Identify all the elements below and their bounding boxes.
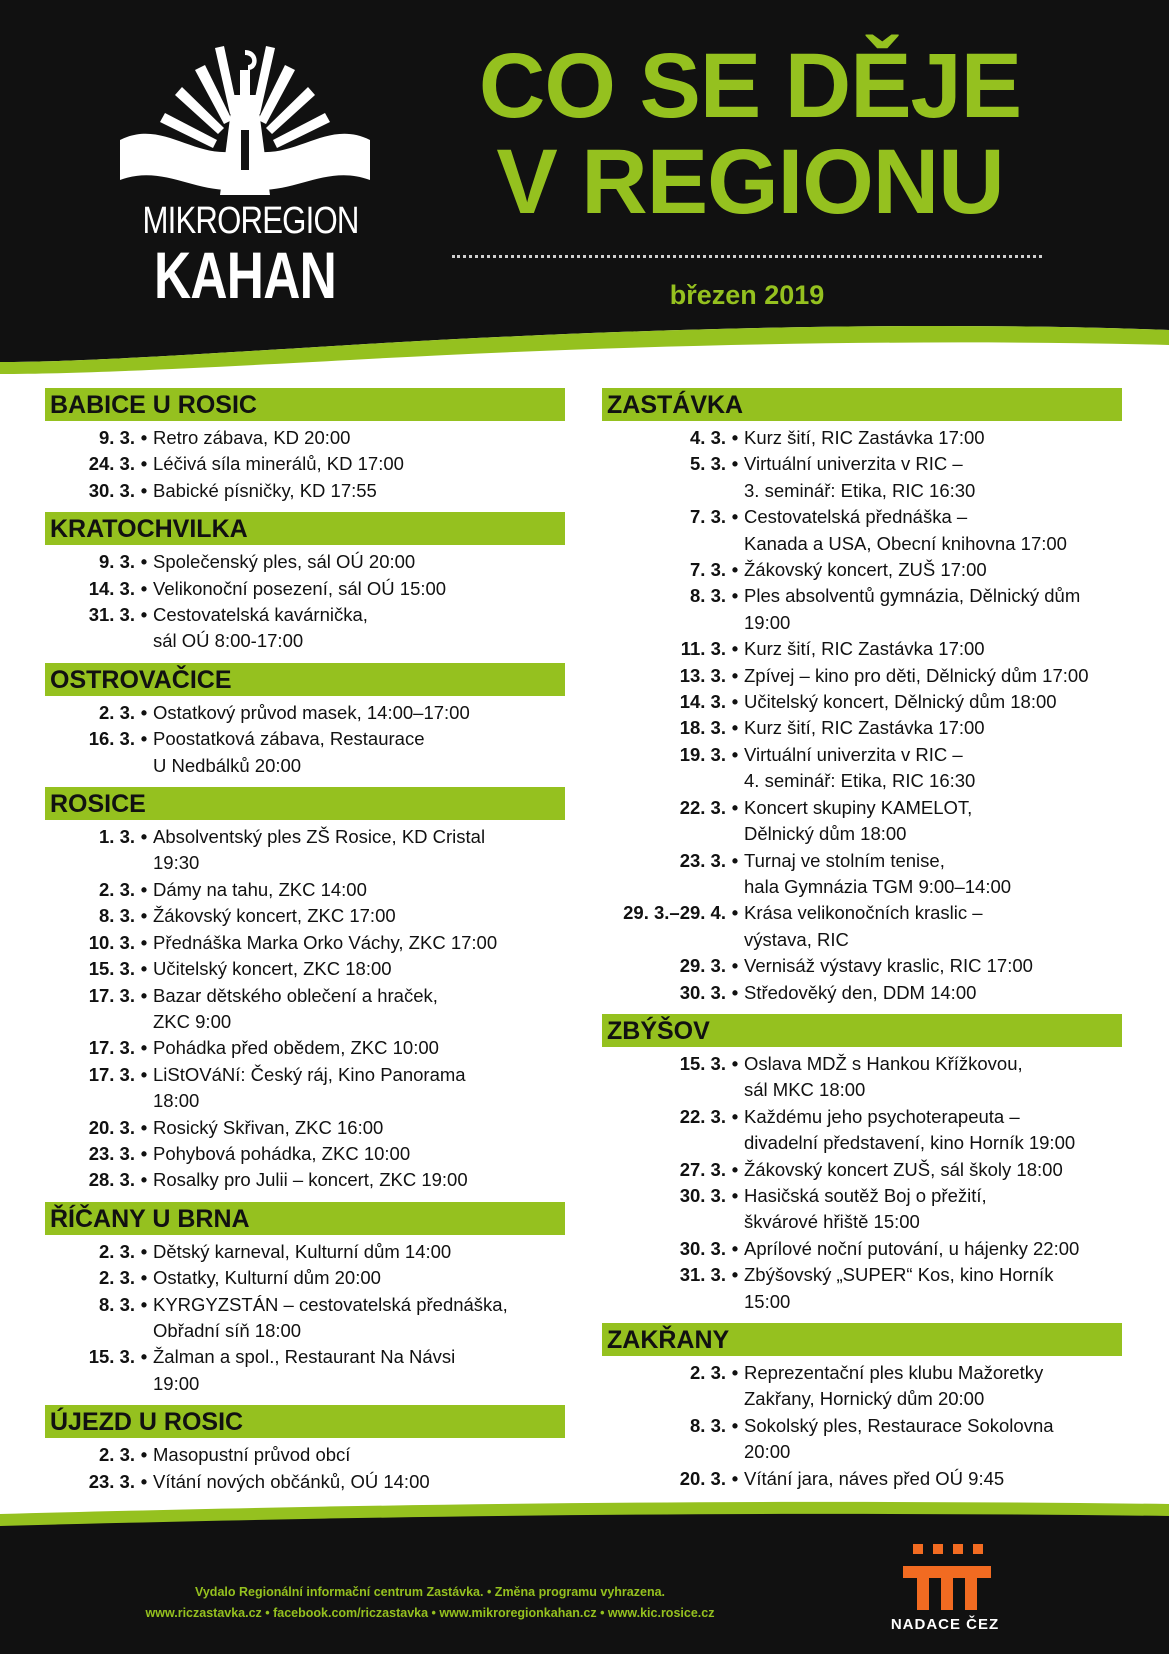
logo-text-kahan: KAHAN — [153, 238, 336, 312]
event-text: Vernisáž výstavy kraslic, RIC 17:00 — [744, 955, 1033, 977]
event-text: Žákovský koncert, ZKC 17:00 — [153, 905, 396, 927]
event-item — [45, 1062, 565, 1115]
bullet: • — [140, 1240, 148, 1262]
event-text: Krása velikonočních kraslic – výstava, RIC — [744, 902, 983, 950]
event-item — [602, 715, 1122, 741]
event-text: Učitelský koncert, ZKC 18:00 — [153, 958, 392, 980]
bullet: • — [140, 826, 148, 848]
bullet: • — [731, 1362, 739, 1383]
event-date: 17. 3. — [88, 984, 135, 1006]
event-date: 30. 3. — [679, 1184, 726, 1206]
event-text: Žákovský koncert, ZUŠ 17:00 — [744, 559, 987, 581]
bullet: • — [731, 506, 739, 528]
event-date: 14. 3. — [88, 577, 135, 599]
bullet: • — [140, 1169, 148, 1191]
event-item — [45, 1265, 565, 1291]
event-text: Žákovský koncert ZUŠ, sál školy 18:00 — [744, 1158, 1063, 1180]
event-text: Poostatková zábava, Restaurace U Nedbálků 20:00 — [153, 728, 425, 776]
event-date: 29. 3.–29. 4. — [623, 902, 726, 924]
nadace-cez-logo — [875, 1538, 1015, 1638]
event-text: Aprílové noční putování, u hájenky 22:00 — [744, 1237, 1080, 1259]
event-item — [45, 877, 565, 903]
section-heading: ZAKŘANY — [602, 1323, 1122, 1356]
bullet: • — [140, 701, 148, 723]
event-item — [45, 956, 565, 982]
event-text: Rosický Skřivan, ZKC 16:00 — [153, 1116, 384, 1138]
event-date: 15. 3. — [679, 1052, 726, 1074]
section-heading: ŘÍČANY U BRNA — [45, 1202, 565, 1235]
bullet: • — [140, 1267, 148, 1289]
event-date: 23. 3. — [679, 849, 726, 871]
bullet: • — [140, 905, 148, 927]
event-item — [45, 1239, 565, 1265]
bullet: • — [140, 427, 148, 448]
event-date: 22. 3. — [679, 1105, 726, 1127]
event-text: Společenský ples, sál OÚ 20:00 — [153, 551, 416, 573]
section-ostrovacice — [45, 663, 565, 779]
event-item — [602, 504, 1122, 557]
right-column — [602, 388, 1122, 1500]
event-date: 20. 3. — [679, 1467, 726, 1489]
event-text: Pohádka před obědem, ZKC 10:00 — [153, 1037, 439, 1059]
event-date: 8. 3. — [690, 585, 726, 607]
event-item — [45, 824, 565, 877]
event-text: Vítání nových občánků, OÚ 14:00 — [153, 1470, 430, 1492]
event-text: Cestovatelská kavárnička, sál OÚ 8:00-17:00 — [153, 604, 368, 652]
bullet: • — [140, 1444, 148, 1466]
event-item — [602, 583, 1122, 636]
bullet: • — [140, 958, 148, 980]
event-date: 19. 3. — [679, 743, 726, 765]
event-text: KYRGYZSTÁN – cestovatelská přednáška, Obřadní síň 18:00 — [153, 1293, 508, 1341]
footer-links-line: www.riczastavka.cz • facebook.com/riczastavka • www.mikroregionkahan.cz • www.kic.rosice.cz — [145, 1606, 715, 1620]
event-item — [45, 1035, 565, 1061]
title-line-1: CO SE DĚJE — [478, 35, 1022, 137]
event-item — [45, 930, 565, 956]
event-date: 17. 3. — [88, 1037, 135, 1059]
event-text: Bazar dětského oblečení a hraček, ZKC 9:00 — [153, 984, 438, 1032]
bullet: • — [140, 1293, 148, 1315]
event-text: Retro zábava, KD 20:00 — [153, 427, 351, 448]
sponsor-name: NADACE ČEZ — [890, 1616, 1000, 1633]
section-heading: ZASTÁVKA — [602, 388, 1122, 421]
dotted-divider — [452, 255, 1042, 258]
event-item — [602, 689, 1122, 715]
event-date: 30. 3. — [679, 1237, 726, 1259]
section-zakrany — [602, 1323, 1122, 1492]
event-item — [602, 451, 1122, 504]
event-item — [602, 848, 1122, 901]
event-text: Léčivá síla minerálů, KD 17:00 — [153, 453, 404, 475]
event-date: 13. 3. — [679, 664, 726, 686]
event-date: 18. 3. — [679, 717, 726, 739]
event-item — [602, 425, 1122, 451]
bullet: • — [731, 1184, 739, 1206]
event-date: 31. 3. — [88, 604, 135, 626]
event-date: 11. 3. — [680, 638, 726, 660]
bullet: • — [140, 479, 148, 501]
event-date: 2. 3. — [99, 1240, 135, 1262]
bullet: • — [140, 453, 148, 475]
event-text: Kurz šití, RIC Zastávka 17:00 — [744, 427, 985, 448]
bullet: • — [140, 984, 148, 1006]
event-text: LiStOVáNí: Český ráj, Kino Panorama 18:00 — [153, 1063, 466, 1112]
event-date: 22. 3. — [679, 796, 726, 818]
event-item — [45, 903, 565, 929]
header — [0, 0, 1169, 390]
bullet: • — [731, 638, 739, 660]
section-babice-u-rosic — [45, 388, 565, 504]
event-date: 8. 3. — [99, 905, 135, 927]
bullet: • — [731, 717, 739, 739]
bullet: • — [140, 604, 148, 626]
event-date: 15. 3. — [88, 1346, 135, 1368]
event-text: Každému jeho psychoterapeuta – divadelní představení, kino Horník 19:00 — [744, 1105, 1076, 1154]
event-text: Kurz šití, RIC Zastávka 17:00 — [744, 638, 985, 660]
event-text: Velikonoční posezení, sál OÚ 15:00 — [153, 577, 447, 599]
event-text: Dětský karneval, Kulturní dům 14:00 — [153, 1240, 452, 1262]
event-item — [602, 900, 1122, 953]
event-item — [602, 1413, 1122, 1466]
section-ricany-u-brna — [45, 1202, 565, 1397]
event-text: Rosalky pro Julii – koncert, ZKC 19:00 — [153, 1169, 468, 1191]
bullet: • — [731, 559, 739, 581]
logo-text-mikroregion: MIKROREGION — [142, 200, 359, 242]
bullet: • — [140, 1063, 148, 1085]
bullet: • — [140, 878, 148, 900]
event-date: 31. 3. — [679, 1264, 726, 1286]
bullet: • — [731, 453, 739, 475]
bullet: • — [731, 743, 739, 765]
left-column — [45, 388, 565, 1503]
event-item — [602, 1466, 1122, 1492]
event-date: 27. 3. — [679, 1158, 726, 1180]
event-text: Ples absolventů gymnázia, Dělnický dům 19:00 — [744, 585, 1081, 633]
event-date: 10. 3. — [88, 931, 135, 953]
event-item — [45, 1442, 565, 1468]
event-date: 7. 3. — [690, 506, 726, 528]
event-item — [45, 1141, 565, 1167]
bullet: • — [140, 931, 148, 953]
event-date: 23. 3. — [88, 1470, 135, 1492]
event-date: 30. 3. — [679, 981, 726, 1003]
event-item — [45, 451, 565, 477]
footer-credits — [60, 1582, 800, 1624]
event-text: Absolventský ples ZŠ Rosice, KD Cristal 19:30 — [153, 826, 486, 874]
title-line-2: V REGIONU — [496, 131, 1004, 233]
event-text: Ostatky, Kulturní dům 20:00 — [153, 1267, 381, 1289]
event-date: 9. 3. — [99, 551, 135, 573]
event-text: Dámy na tahu, ZKC 14:00 — [153, 878, 367, 900]
event-item — [602, 795, 1122, 848]
event-text: Reprezentační ples klubu Mažoretky Zakřany, Hornický dům 20:00 — [744, 1362, 1044, 1410]
event-item — [602, 953, 1122, 979]
bullet: • — [731, 955, 739, 977]
bullet: • — [731, 691, 739, 713]
event-date: 8. 3. — [690, 1414, 726, 1436]
bullet: • — [731, 902, 739, 924]
event-item — [602, 1236, 1122, 1262]
event-date: 2. 3. — [690, 1362, 726, 1383]
event-item — [602, 1183, 1122, 1236]
event-date: 2. 3. — [99, 701, 135, 723]
section-heading: ÚJEZD U ROSIC — [45, 1405, 565, 1438]
event-date: 4. 3. — [690, 427, 726, 448]
bullet: • — [731, 1158, 739, 1180]
bullet: • — [731, 796, 739, 818]
event-text: Učitelský koncert, Dělnický dům 18:00 — [744, 691, 1057, 713]
event-text: Sokolský ples, Restaurace Sokolovna 20:00 — [744, 1414, 1054, 1463]
event-item — [602, 557, 1122, 583]
event-date: 2. 3. — [99, 878, 135, 900]
bullet: • — [731, 1105, 739, 1127]
page-title — [420, 35, 1080, 233]
event-text: Virtuální univerzita v RIC – 3. seminář: Etika, RIC 16:30 — [744, 453, 976, 501]
event-item — [602, 1262, 1122, 1315]
event-text: Přednáška Marka Orko Váchy, ZKC 17:00 — [153, 931, 498, 953]
event-date: 9. 3. — [99, 427, 135, 448]
event-date: 20. 3. — [88, 1116, 135, 1138]
event-text: Vítání jara, náves před OÚ 9:45 — [744, 1467, 1005, 1489]
event-date: 17. 3. — [88, 1063, 135, 1085]
bullet: • — [140, 1116, 148, 1138]
section-heading: ROSICE — [45, 787, 565, 820]
event-item — [602, 663, 1122, 689]
section-ujezd-u-rosic — [45, 1405, 565, 1495]
footer-publisher-line: Vydalo Regionální informační centrum Zastávka. • Změna programu vyhrazena. — [194, 1585, 665, 1599]
section-heading: BABICE U ROSIC — [45, 388, 565, 421]
event-item — [45, 478, 565, 504]
event-text: Žalman a spol., Restaurant Na Návsi 19:00 — [153, 1346, 456, 1394]
bullet: • — [731, 1414, 739, 1436]
bullet: • — [140, 577, 148, 599]
bullet: • — [140, 1470, 148, 1492]
bullet: • — [731, 585, 739, 607]
event-item — [45, 1167, 565, 1193]
section-heading: KRATOCHVILKA — [45, 512, 565, 545]
event-date: 23. 3. — [88, 1142, 135, 1164]
event-item — [45, 700, 565, 726]
event-text: Zpívej – kino pro děti, Dělnický dům 17:00 — [744, 664, 1089, 686]
event-item — [45, 726, 565, 779]
event-text: Koncert skupiny KAMELOT, Dělnický dům 18:00 — [744, 796, 973, 845]
event-item — [45, 602, 565, 655]
bullet: • — [731, 1264, 739, 1286]
event-date: 24. 3. — [88, 453, 135, 475]
bullet: • — [731, 1467, 739, 1489]
event-date: 8. 3. — [99, 1293, 135, 1315]
event-item — [45, 1469, 565, 1495]
section-zastavka — [602, 388, 1122, 1006]
bullet: • — [731, 1052, 739, 1074]
bullet: • — [731, 427, 739, 448]
event-text: Babické písničky, KD 17:55 — [153, 479, 377, 501]
event-date: 29. 3. — [679, 955, 726, 977]
event-item — [45, 576, 565, 602]
section-heading: ZBÝŠOV — [602, 1014, 1122, 1047]
event-date: 2. 3. — [99, 1444, 135, 1466]
event-item — [45, 983, 565, 1036]
event-date: 15. 3. — [88, 958, 135, 980]
event-item — [45, 1344, 565, 1397]
event-date: 30. 3. — [88, 479, 135, 501]
bullet: • — [140, 1142, 148, 1164]
event-date: 14. 3. — [679, 691, 726, 713]
bullet: • — [140, 728, 148, 750]
event-item — [602, 1104, 1122, 1157]
cez-icon — [875, 1538, 1015, 1614]
event-item — [602, 1360, 1122, 1413]
event-item — [45, 1292, 565, 1345]
event-item — [602, 980, 1122, 1006]
bullet: • — [140, 1037, 148, 1059]
lamp-icon — [120, 40, 370, 200]
bullet: • — [731, 664, 739, 686]
event-text: Kurz šití, RIC Zastávka 17:00 — [744, 717, 985, 739]
event-date: 28. 3. — [88, 1169, 135, 1191]
event-item — [602, 1051, 1122, 1104]
event-text: Ostatkový průvod masek, 14:00–17:00 — [153, 701, 470, 723]
event-text: Zbýšovský „SUPER“ Kos, kino Horník 15:00 — [744, 1264, 1054, 1312]
section-heading: OSTROVAČICE — [45, 663, 565, 696]
event-item — [602, 742, 1122, 795]
section-kratochvilka — [45, 512, 565, 655]
event-item — [45, 549, 565, 575]
section-zbysov — [602, 1014, 1122, 1315]
event-text: Masopustní průvod obcí — [153, 1444, 351, 1466]
event-text: Virtuální univerzita v RIC – 4. seminář: Etika, RIC 16:30 — [744, 743, 976, 792]
event-text: Cestovatelská přednáška – Kanada a USA, Obecní knihovna 17:00 — [744, 506, 1067, 554]
event-text: Středověký den, DDM 14:00 — [744, 981, 977, 1003]
event-item — [602, 1157, 1122, 1183]
event-date: 5. 3. — [690, 453, 726, 475]
event-date: 2. 3. — [99, 1267, 135, 1289]
bullet: • — [140, 1346, 148, 1368]
bullet: • — [731, 981, 739, 1003]
mikroregion-kahan-logo — [120, 40, 370, 320]
bullet: • — [731, 1237, 739, 1259]
event-date: 16. 3. — [88, 728, 135, 750]
section-rosice — [45, 787, 565, 1194]
event-text: Turnaj ve stolním tenise, hala Gymnázia TGM 9:00–14:00 — [744, 849, 1012, 897]
bullet: • — [140, 551, 148, 573]
event-date: 1. 3. — [99, 826, 135, 848]
event-text: Pohybová pohádka, ZKC 10:00 — [153, 1142, 411, 1164]
event-text: Hasičská soutěž Boj o přežití, škvárové hřiště 15:00 — [744, 1184, 987, 1233]
event-text: Oslava MDŽ s Hankou Křížkovou, sál MKC 18:00 — [744, 1052, 1023, 1101]
event-item — [602, 636, 1122, 662]
month-label: březen 2019 — [669, 280, 825, 310]
event-date: 7. 3. — [690, 559, 726, 581]
event-item — [45, 1115, 565, 1141]
bullet: • — [731, 849, 739, 871]
event-item — [45, 425, 565, 451]
